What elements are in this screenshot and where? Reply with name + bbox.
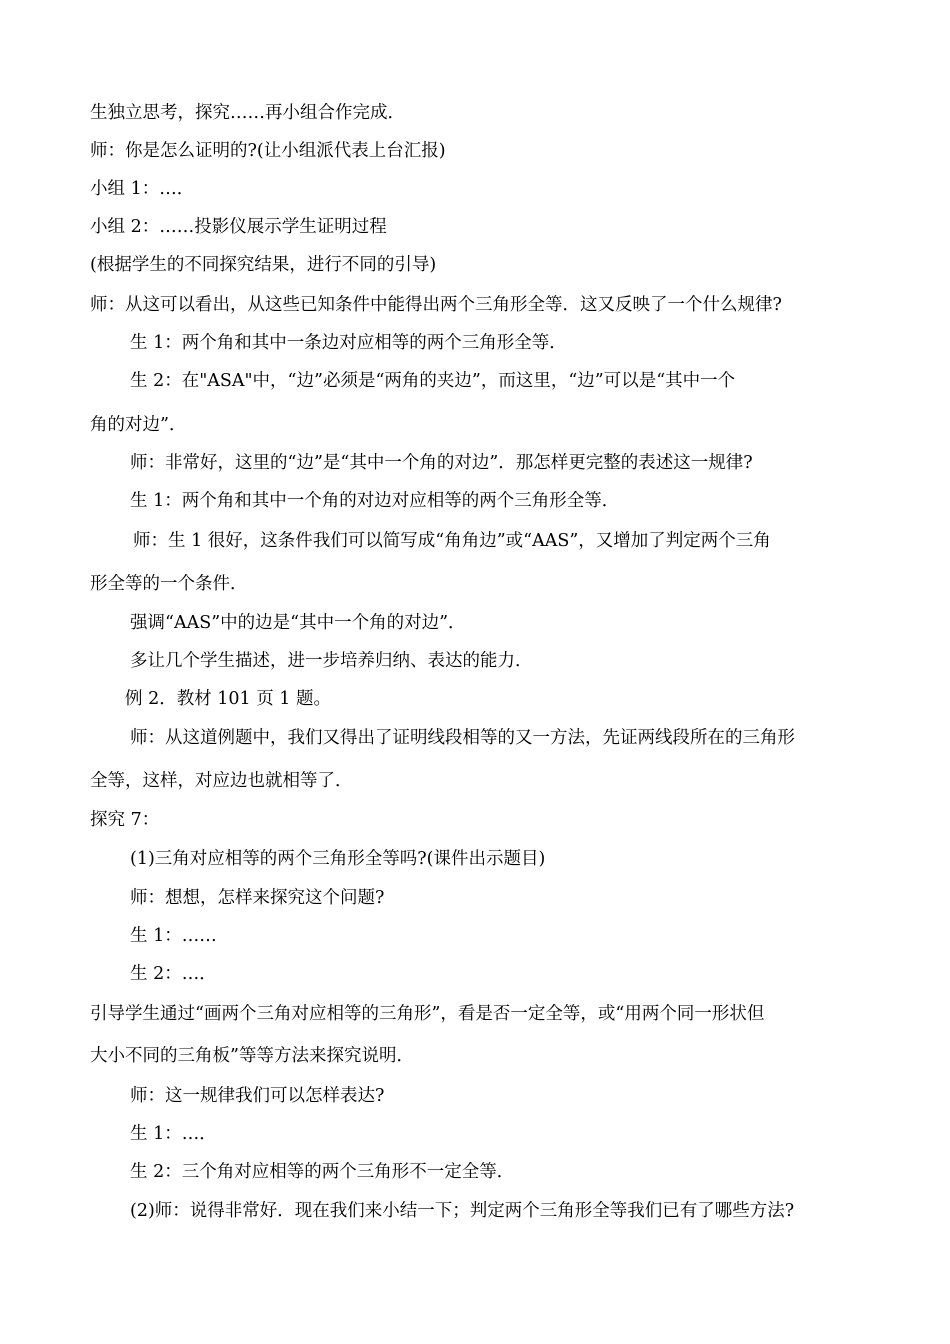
paragraph-line: 师：从这道例题中，我们又得出了证明线段相等的又一方法，先证两线段所在的三角形 [130,728,795,748]
paragraph-line: 角的对边”． [90,415,187,435]
paragraph-line: 生 1：两个角和其中一条边对应相等的两个三角形全等． [130,333,567,353]
paragraph-line: 师：生 1 很好，这条件我们可以简写成“角角边”或“AAS”，又增加了判定两个三角 [133,531,771,551]
paragraph-line: (根据学生的不同探究结果，进行不同的引导) [90,255,437,275]
paragraph-line: 生 1：两个角和其中一个角的对边对应相等的两个三角形全等． [130,491,620,511]
paragraph-line: 生 2：…． [130,964,217,984]
paragraph-line: (1)三角对应相等的两个三角形全等吗?(课件出示题目) [130,849,546,869]
paragraph-line: 探究 7： [90,810,160,830]
paragraph-line: 师：这一规律我们可以怎样表达? [130,1086,385,1106]
paragraph-line: 生 2：三个角对应相等的两个三角形不一定全等． [130,1162,515,1182]
paragraph-line: (2)师：说得非常好．现在我们来小结一下；判定两个三角形全等我们已有了哪些方法? [130,1201,795,1221]
paragraph-line: 小组 2：……投影仪展示学生证明过程 [90,217,387,237]
paragraph-line: 引导学生通过“画两个三角对应相等的三角形”，看是否一定全等，或“用两个同一形状但 [90,1004,765,1024]
paragraph-line: 例 2．教材 101 页 1 题。 [125,689,331,709]
paragraph-line: 形全等的一个条件． [90,574,248,594]
paragraph-line: 师：你是怎么证明的?(让小组派代表上台汇报) [90,141,446,161]
paragraph-line: 全等，这样，对应边也就相等了． [90,771,353,791]
paragraph-line: 强调“AAS”中的边是“其中一个角的对边”． [130,613,466,633]
paragraph-line: 生 1：…… [130,926,217,946]
paragraph-line: 师：想想，怎样来探究这个问题? [130,888,385,908]
paragraph-line: 师：从这可以看出，从这些已知条件中能得出两个三角形全等．这又反映了一个什么规律? [90,295,782,315]
paragraph-line: 大小不同的三角板”等等方法来探究说明． [90,1046,414,1066]
paragraph-line: 生独立思考，探究……再小组合作完成． [90,103,405,123]
paragraph-line: 生 2：在"ASA"中，“边”必须是“两角的夹边”，而这里，“边”可以是“其中一个 [130,371,736,391]
paragraph-line: 小组 1：…． [90,179,195,199]
paragraph-line: 生 1：…． [130,1124,217,1144]
paragraph-line: 师：非常好，这里的“边”是“其中一个角的对边”．那怎样更完整的表述这一规律? [130,453,753,473]
paragraph-line: 多让几个学生描述，进一步培养归纳、表达的能力． [130,651,533,671]
